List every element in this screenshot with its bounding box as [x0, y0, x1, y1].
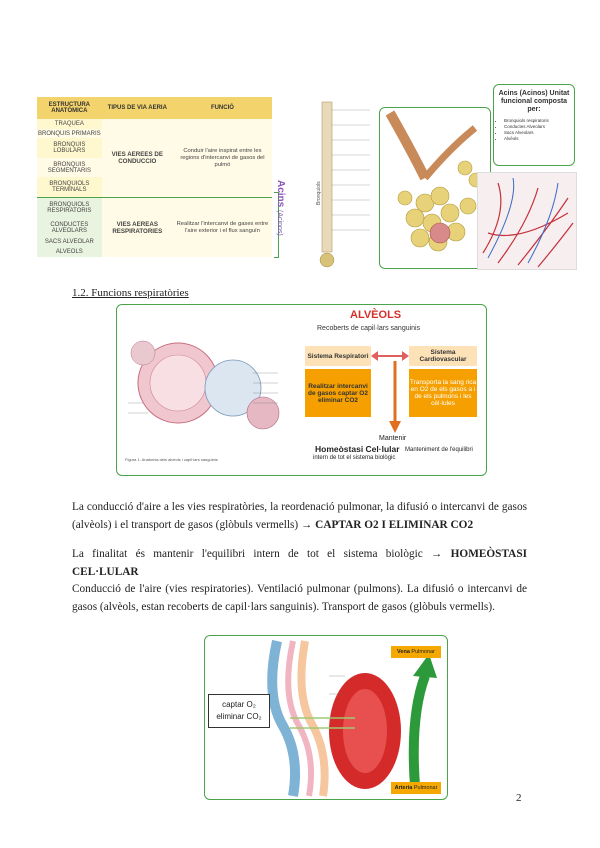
table-cell: TRAQUEA: [37, 119, 102, 129]
airway-table: [37, 97, 272, 257]
p1-bold: CAPTAR O2 I ELIMINAR CO2: [315, 518, 474, 531]
vena-pulmonar-text: Pulmonar: [411, 649, 435, 655]
acins-side-label: [275, 180, 286, 236]
list-item: • Bronquiols respiratoris: [504, 118, 574, 124]
acini-illustration: [379, 107, 491, 269]
table-header: ESTRUCTURA ANATÒMICA: [37, 97, 102, 119]
homeostasi-label: Homeòstasi Cel·lular: [315, 444, 400, 454]
via-conduccio: VIES AEREES DE CONDUCCIO: [102, 119, 173, 198]
alveols-subtitle: Recoberts de capil·lars sanguinis: [317, 325, 421, 332]
sistema-respiratori: Sistema Respiratori: [305, 346, 371, 366]
acins-info-box: [493, 84, 575, 166]
vena-pulmonar-label: [391, 646, 441, 658]
p3-text: Conducció de l'aire (vies respiratories). Ventilació pulmonar (pulmons). La difusió o intercanvi de gasos (alvèols, estan recoberts de capil·lars sanguinis). Transport de gasos (glòbuls vermells).: [72, 583, 527, 613]
bronquiols-label: Bronquiols: [316, 181, 322, 205]
capillary-illustration: [477, 172, 577, 270]
arteria-pulmonar-text: Pulmonar: [413, 785, 438, 791]
figure-caption: Figura 1. Anatomia dels alvèols i capil·lars sanguinis: [125, 457, 218, 462]
table-cell: BRONQUIS PRIMARIS: [38, 130, 101, 137]
paragraph-1: [72, 499, 527, 534]
table-cell: BRONQUIS SEGMENTARIS: [37, 158, 102, 177]
p2-text: La finalitat és mantenir l'equilibri intern de tot el sistema biològic →: [72, 548, 443, 560]
down-arrow-icon: [389, 361, 401, 433]
p2-bold: HOMEÒSTASI CEL·LULAR: [72, 548, 528, 578]
homeostasi-desc-wrap: [313, 446, 483, 462]
table-cell: BRONQUIOLS TERMINALS: [37, 177, 102, 197]
arteria-pulmonar-label: [391, 782, 441, 794]
realitzar-box: Realitzar intercanvi de gasos captar O2 eliminar CO2: [305, 369, 371, 417]
table-cell: CONDUCTES ALVEOLARS: [37, 218, 102, 237]
alveols-title: ALVÈOLS: [350, 309, 402, 321]
funcio-conduccio: Conduir l'aire inspirat entre les regions d'intercanvi de gasos del pulmó: [173, 119, 272, 198]
paragraph-3: [72, 581, 527, 616]
arteria-label: Arteria: [394, 785, 413, 791]
table-header: FUNCIÓ: [173, 97, 272, 119]
section-title: 1.2. Funcions respiratòries: [72, 287, 189, 299]
vena-label: Vena: [397, 649, 410, 655]
alveols-panel: [116, 304, 487, 476]
acins-title: Acins (Acinos) Unitat funcional composta per:: [498, 90, 570, 113]
gas-exchange-figure: [204, 635, 448, 800]
list-item: • Alvèols: [504, 136, 574, 142]
table-cell: ALVEOLS: [37, 247, 102, 257]
list-item: • Conductes Alveolars: [504, 124, 574, 130]
alveolus-illustration: [123, 313, 283, 448]
funcio-respiratories: Realitzar l'intercanvi de gases entre l'aire exterior i el flux sanguín: [173, 198, 272, 257]
table-cell: SACS ALVEOLAR: [37, 237, 102, 247]
acins-label: Acins: [275, 180, 286, 208]
page-number: 2: [516, 792, 522, 804]
mantenir-label: Mantenir: [379, 435, 407, 442]
table-header: TIPUS DE VIA AERIA: [102, 97, 173, 119]
homeostasi-desc: Manteniment de l'equilibri intern de tot el sistema biològic: [313, 447, 473, 461]
sistema-cardiovascular: Sistema Cardiovascular: [409, 346, 477, 366]
captar-box: [208, 694, 270, 728]
eliminar-label: eliminar CO₂: [216, 712, 262, 721]
table-cell: BRONQUIOLS RESPIRATORIS: [37, 198, 102, 218]
transporta-box: Transporta la sang rica en O2 de els gasos a i de els pulmons i les cèl·lules: [409, 369, 477, 417]
paragraph-2: [72, 546, 527, 581]
acinos-label: (Acinos): [276, 210, 283, 236]
bronchial-tree-illustration: [300, 100, 380, 270]
table-cell: BRONQUIS LOBULARS: [37, 138, 102, 157]
list-item: • Sacs Alveolars: [504, 130, 574, 136]
captar-label: captar O₂: [222, 700, 256, 709]
via-respiratories: VIES AEREAS RESPIRATORIES: [102, 198, 173, 257]
p1-text: La conducció d'aire a les vies respiratòries, la reordenació pulmonar, la difusió o intercanvi de gasos (alvèols) i el transport de gasos (glòbuls vermells) →: [72, 501, 527, 531]
